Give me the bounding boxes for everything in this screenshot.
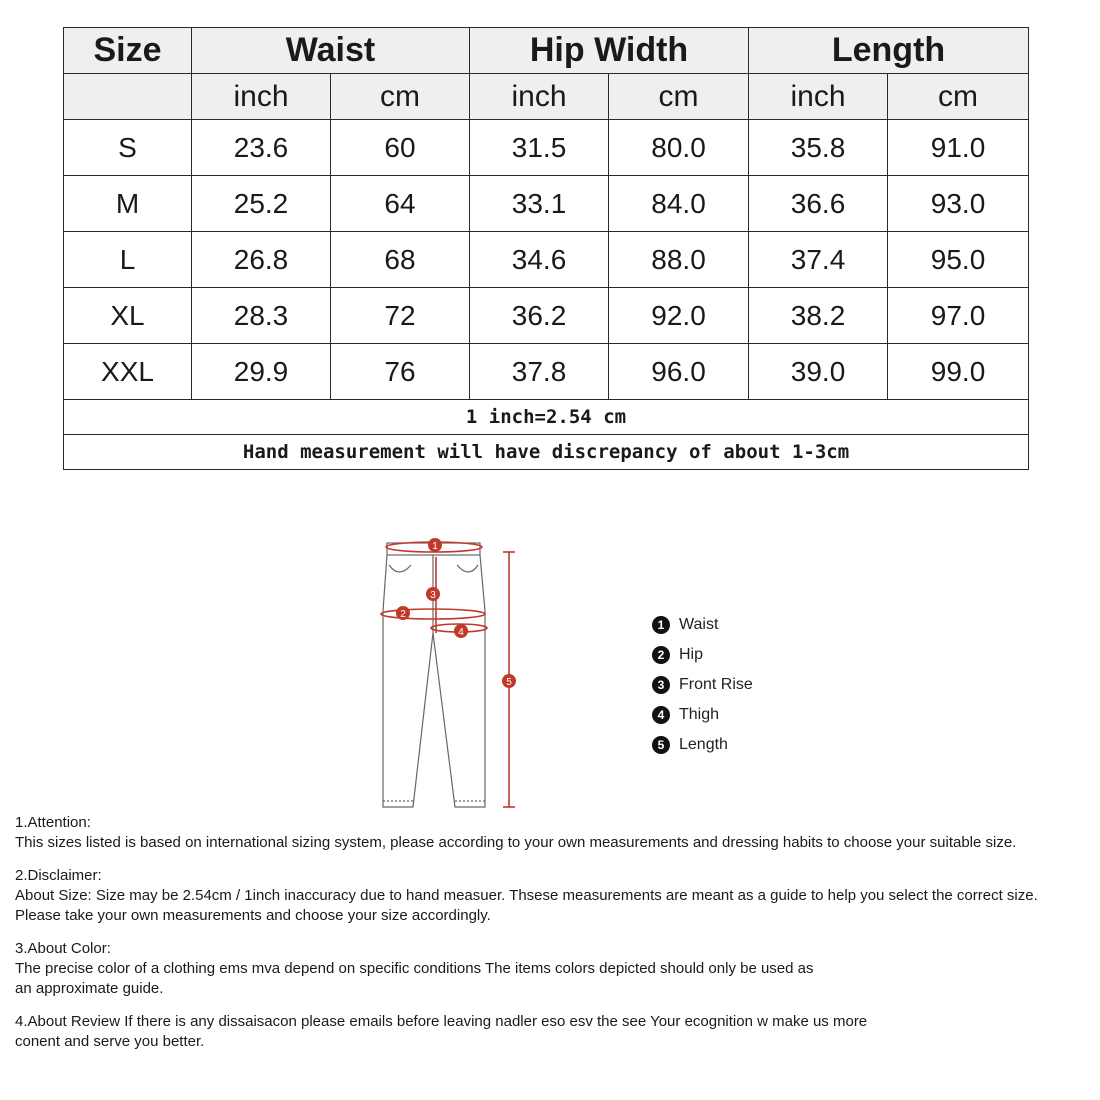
svg-text:4: 4 [458,627,464,638]
table-cell: 23.6 [192,120,331,176]
size-label: S [64,120,192,176]
unit-length-cm: cm [888,74,1029,120]
table-cell: 25.2 [192,176,331,232]
note-line: About Size: Size may be 2.54cm / 1inch inaccuracy due to hand measuer. Thsese measurements are meant as a guide to help you select the correct size. [15,887,1038,904]
notes-section [15,813,1100,1065]
note-title: 1.Attention: [15,814,91,831]
table-cell: 91.0 [888,120,1029,176]
size-label: XXL [64,344,192,400]
table-cell: 31.5 [470,120,609,176]
unit-blank [64,74,192,120]
legend-item-length [652,730,753,760]
measurement-legend [652,610,753,760]
table-cell: 92.0 [609,288,749,344]
table-row [64,344,1029,400]
number-badge: 1 [652,616,670,634]
note-line: Please take your own measurements and choose your size accordingly. [15,907,491,924]
table-cell: 93.0 [888,176,1029,232]
marker-1 [428,538,442,552]
header-waist: Waist [192,28,470,74]
table-cell: 76 [331,344,470,400]
note-about-color [15,939,1100,999]
legend-label: Waist [679,616,719,633]
table-cell: 39.0 [749,344,888,400]
unit-length-inch: inch [749,74,888,120]
legend-label: Hip [679,646,704,663]
svg-text:1: 1 [432,541,438,552]
legend-label: Front Rise [679,676,753,693]
legend-item-front-rise [652,670,753,700]
unit-waist-cm: cm [331,74,470,120]
note-attention [15,813,1100,853]
note-disclaimer [15,866,1100,926]
table-cell: 37.8 [470,344,609,400]
number-badge: 5 [652,736,670,754]
legend-label: Thigh [679,706,720,723]
note-title: 3.About Color: [15,940,111,957]
header-length: Length [749,28,1029,74]
unit-waist-inch: inch [192,74,331,120]
table-cell: 72 [331,288,470,344]
table-cell: 96.0 [609,344,749,400]
table-cell: 80.0 [609,120,749,176]
conversion-row [64,400,1029,435]
table-row [64,176,1029,232]
table-cell: 34.6 [470,232,609,288]
discrepancy-note: Hand measurement will have discrepancy of about 1-3cm [64,435,1029,470]
header-size: Size [64,28,192,74]
unit-hip-cm: cm [609,74,749,120]
table-row [64,288,1029,344]
legend-label: Length [679,736,728,753]
unit-hip-inch: inch [470,74,609,120]
number-badge: 3 [652,676,670,694]
marker-2 [396,606,410,620]
note-title: 2.Disclaimer: [15,867,102,884]
table-row [64,232,1029,288]
pants-outline [383,543,485,807]
table-cell: 99.0 [888,344,1029,400]
pants-measurement-diagram [375,535,525,815]
conversion-note: 1 inch=2.54 cm [64,400,1029,435]
table-cell: 36.2 [470,288,609,344]
marker-4 [454,624,468,638]
size-label: XL [64,288,192,344]
table-cell: 68 [331,232,470,288]
number-badge: 2 [652,646,670,664]
size-label: M [64,176,192,232]
number-badge: 4 [652,706,670,724]
table-cell: 37.4 [749,232,888,288]
table-cell: 84.0 [609,176,749,232]
legend-item-thigh [652,700,753,730]
marker-3 [426,587,440,601]
table-row [64,120,1029,176]
note-line: an approximate guide. [15,980,164,997]
header-hip-width: Hip Width [470,28,749,74]
table-cell: 28.3 [192,288,331,344]
table-cell: 64 [331,176,470,232]
table-cell: 26.8 [192,232,331,288]
svg-text:5: 5 [506,677,512,688]
units-row [64,74,1029,120]
measure-lines [381,542,515,807]
note-line: 4.About Review If there is any dissaisacon please emails before leaving nadler eso esv the see Your ecognition w make us more [15,1013,868,1030]
table-cell: 97.0 [888,288,1029,344]
table-cell: 29.9 [192,344,331,400]
note-line: The precise color of a clothing ems mva depend on specific conditions The items colors depicted should only be used as [15,960,814,977]
note-line: conent and serve you better. [15,1033,205,1050]
table-cell: 38.2 [749,288,888,344]
size-label: L [64,232,192,288]
note-about-review [15,1012,1100,1052]
size-chart-table [63,27,1029,470]
legend-item-hip [652,640,753,670]
note-line: This sizes listed is based on international sizing system, please according to your own measurements and dressing habits to choose your suitable size. [15,834,1017,851]
legend-item-waist [652,610,753,640]
marker-5 [502,674,516,688]
discrepancy-row [64,435,1029,470]
svg-text:3: 3 [430,590,436,601]
table-cell: 33.1 [470,176,609,232]
table-cell: 35.8 [749,120,888,176]
table-cell: 36.6 [749,176,888,232]
table-cell: 95.0 [888,232,1029,288]
table-cell: 60 [331,120,470,176]
table-cell: 88.0 [609,232,749,288]
svg-text:2: 2 [400,609,406,620]
table-header-row [64,28,1029,74]
